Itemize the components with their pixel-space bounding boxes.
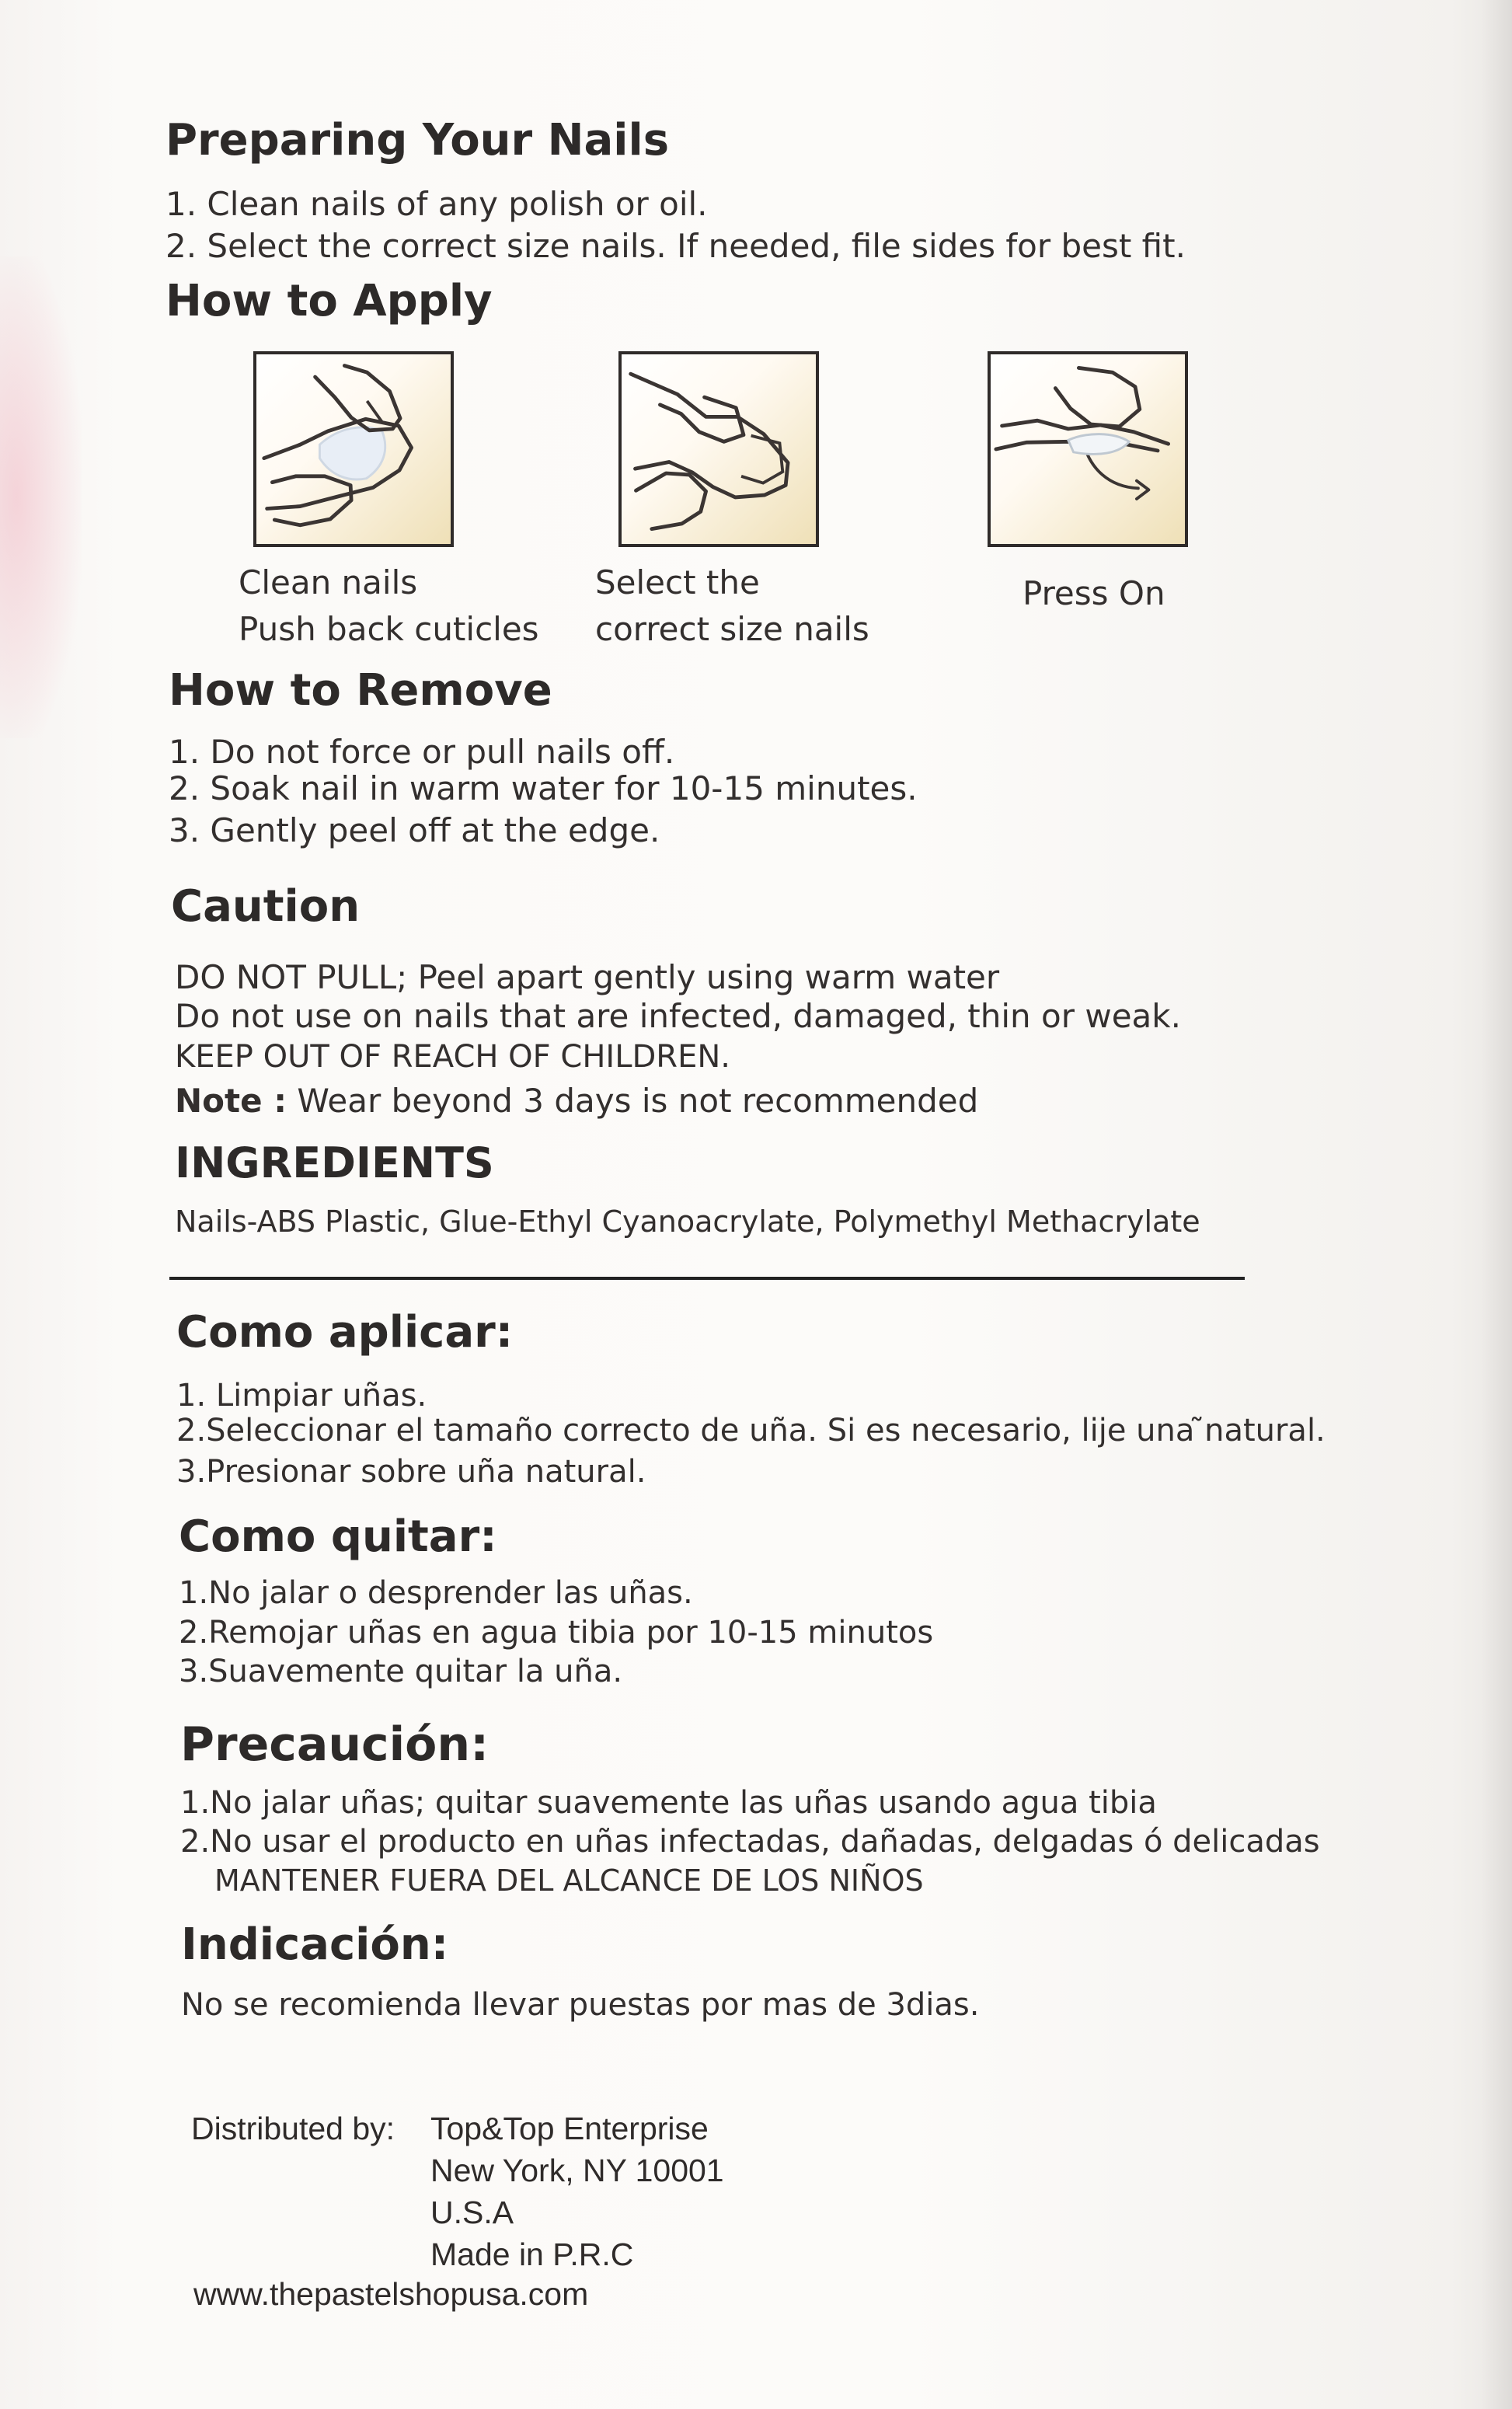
- clean-nails-caption: [239, 560, 539, 652]
- distributor-country: U.S.A: [430, 2195, 514, 2230]
- distributor-row-1: [191, 2107, 724, 2149]
- remove-item-3: 3. Gently peel off at the edge.: [169, 811, 660, 849]
- website-url: www.thepastelshopusa.com: [193, 2276, 589, 2312]
- distributor-row-2: [191, 2149, 724, 2191]
- caution-line-3: KEEP OUT OF REACH OF CHILDREN.: [175, 1039, 730, 1075]
- remove-item-2: 2. Soak nail in warm water for 10-15 minutes.: [169, 769, 918, 807]
- como-aplicar-item-3: 3.Presionar sobre uña natural.: [176, 1454, 646, 1490]
- distributor-origin: Made in P.R.C: [430, 2236, 634, 2272]
- precaucion-line-1: 1.No jalar uñas; quitar suavemente las uñas usando agua tibia: [180, 1785, 1157, 1821]
- indicacion-text: No se recomienda llevar puestas por mas de 3dias.: [181, 1987, 980, 2023]
- apply-title: How to Apply: [165, 276, 493, 326]
- como-quitar-item-1: 1.No jalar o desprender las uñas.: [179, 1575, 693, 1611]
- left-edge-pink-print: [0, 256, 82, 738]
- ingredients-text: Nails-ABS Plastic, Glue-Ethyl Cyanoacrylate, Polymethyl Methacrylate: [175, 1204, 1200, 1239]
- como-aplicar-item-2: 2.Seleccionar el tamaño correcto de uña. Si es necesario, lije una ̃natural.: [176, 1413, 1326, 1449]
- caution-note: [175, 1082, 978, 1120]
- caution-title: Caution: [171, 881, 361, 932]
- distributor-row-4: [191, 2233, 724, 2275]
- caution-note-text: Wear beyond 3 days is not recommended: [287, 1082, 979, 1120]
- remove-title: How to Remove: [169, 665, 552, 716]
- precaucion-line-3: MANTENER FUERA DEL ALCANCE DE LOS NIÑOS: [214, 1863, 924, 1898]
- preparing-title: Preparing Your Nails: [165, 115, 670, 166]
- distributor-label: Distributed by:: [191, 2111, 395, 2146]
- caution-note-label: Note :: [175, 1082, 287, 1120]
- preparing-item-2: 2. Select the correct size nails. If needed, file sides for best fit.: [165, 227, 1186, 265]
- section-divider: [169, 1277, 1245, 1280]
- remove-item-1: 1. Do not force or pull nails off.: [169, 733, 675, 771]
- caution-line-2: Do not use on nails that are infected, damaged, thin or weak.: [175, 997, 1181, 1035]
- como-quitar-item-2: 2.Remojar uñas en agua tibia por 10-15 minutos: [179, 1615, 934, 1651]
- clean-nails-illustration: [253, 351, 454, 547]
- press-on-caption-line-1: Press On: [1023, 574, 1165, 612]
- caution-line-1: DO NOT PULL; Peel apart gently using warm water: [175, 958, 1000, 996]
- select-size-caption: [595, 560, 869, 652]
- clean-nails-caption-line-2: Push back cuticles: [239, 609, 539, 648]
- press-on-caption: [1023, 570, 1165, 617]
- como-aplicar-title: Como aplicar:: [176, 1307, 514, 1358]
- clean-nails-caption-line-1: Clean nails: [239, 563, 418, 601]
- como-quitar-title: Como quitar:: [179, 1511, 497, 1562]
- finger-press-on-icon: [991, 354, 1185, 544]
- finger-size-check-icon: [622, 354, 816, 544]
- distributor-address: New York, NY 10001: [430, 2153, 724, 2188]
- distributor-block: [191, 2107, 724, 2275]
- precaucion-title: Precaución:: [180, 1717, 489, 1772]
- ingredients-title: INGREDIENTS: [175, 1138, 494, 1187]
- select-size-caption-line-1: Select the: [595, 563, 760, 601]
- right-edge-shadow: [1481, 0, 1512, 2409]
- distributor-row-3: [191, 2191, 724, 2233]
- select-size-illustration: [618, 351, 819, 547]
- precaucion-line-2: 2.No usar el producto en uñas infectadas, dañadas, delgadas ó delicadas: [180, 1824, 1320, 1860]
- select-size-caption-line-2: correct size nails: [595, 609, 869, 648]
- distributor-name: Top&Top Enterprise: [430, 2111, 709, 2146]
- indicacion-title: Indicación:: [181, 1919, 449, 1970]
- press-on-illustration: [988, 351, 1188, 547]
- como-aplicar-item-1: 1. Limpiar uñas.: [176, 1378, 427, 1414]
- como-quitar-item-3: 3.Suavemente quitar la uña.: [179, 1654, 623, 1689]
- preparing-item-1: 1. Clean nails of any polish or oil.: [165, 185, 708, 223]
- finger-clean-nail-icon: [256, 354, 451, 544]
